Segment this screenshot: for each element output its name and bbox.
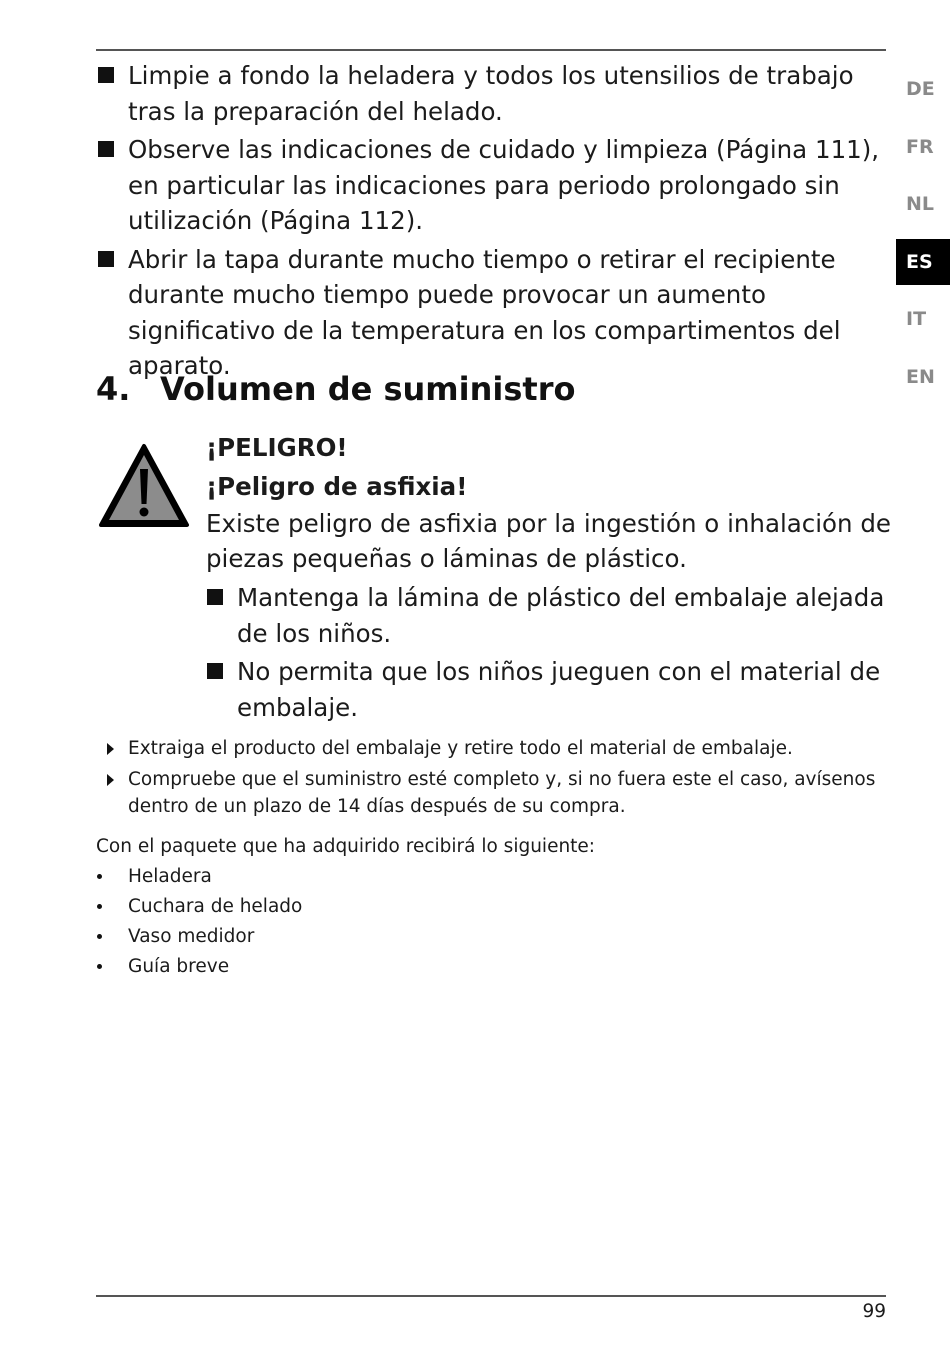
dot-bullet-icon <box>97 874 102 879</box>
list-item <box>96 863 302 890</box>
list-item-text: Compruebe que el suministro esté completo y, si no fuera este el caso, avísenos dentro de un plazo de 14 días después de su compra. <box>128 769 876 817</box>
top-divider <box>96 49 886 51</box>
list-item <box>96 766 886 820</box>
list-item-text: Limpie a fondo la heladera y todos los utensilios de trabajo tras la preparación del helado. <box>128 61 854 126</box>
page-number: 99 <box>862 1301 886 1322</box>
list-item <box>96 953 302 980</box>
list-item <box>96 923 302 950</box>
list-item <box>96 58 886 129</box>
warning-signal-word: ¡PELIGRO! <box>206 433 348 462</box>
list-item-text: Observe las indicaciones de cuidado y limpieza (Página 111), en particular las indicaciones para periodo prolongado sin utilización (Página 112). <box>128 135 880 235</box>
lang-tab-fr[interactable]: FR <box>906 135 934 158</box>
list-item-text: Vaso medidor <box>128 926 255 947</box>
lang-tab-it[interactable]: IT <box>906 308 927 330</box>
list-item <box>96 735 886 762</box>
instruction-steps <box>96 735 886 824</box>
language-tabs <box>896 66 950 411</box>
square-bullet-icon <box>207 663 223 679</box>
list-item <box>206 654 896 725</box>
dot-bullet-icon <box>97 904 102 909</box>
cleaning-notes-list <box>96 58 886 387</box>
list-item-text: No permita que los niños jueguen con el material de embalaje. <box>237 657 881 722</box>
section-heading <box>96 366 575 412</box>
section-number: 4. <box>96 370 131 408</box>
warning-hazard: ¡Peligro de asfixia! <box>206 472 468 501</box>
square-bullet-icon <box>98 251 114 267</box>
contents-intro: Con el paquete que ha adquirido recibirá lo siguiente: <box>96 836 596 857</box>
dot-bullet-icon <box>97 964 102 969</box>
square-bullet-icon <box>98 67 114 83</box>
list-item <box>96 132 886 239</box>
warning-triangle-icon <box>98 443 190 529</box>
bottom-divider <box>96 1295 886 1297</box>
square-bullet-icon <box>98 141 114 157</box>
list-item <box>96 242 886 384</box>
list-item-text: Mantenga la lámina de plástico del embalaje alejada de los niños. <box>237 583 885 648</box>
lang-tab-es[interactable]: ES <box>896 239 950 285</box>
list-item-text: Abrir la tapa durante mucho tiempo o retirar el recipiente durante mucho tiempo puede provocar un aumento significativo de la temperatura en los compartimentos del aparato. <box>128 244 841 380</box>
list-item-text: Extraiga el producto del embalaje y retire todo el material de embalaje. <box>128 738 793 759</box>
triangle-bullet-icon <box>107 743 114 755</box>
list-item-text: Guía breve <box>128 956 230 977</box>
section-title: Volumen de suministro <box>160 370 576 408</box>
lang-tab-nl[interactable]: NL <box>906 193 935 215</box>
warning-description: Existe peligro de asfixia por la ingestión o inhalación de piezas pequeñas o láminas de plástico. <box>206 509 891 573</box>
warning-block <box>206 428 896 728</box>
list-item-text: Heladera <box>128 866 212 887</box>
dot-bullet-icon <box>97 934 102 939</box>
list-item <box>206 580 896 651</box>
square-bullet-icon <box>207 589 223 605</box>
list-item <box>96 893 302 920</box>
triangle-bullet-icon <box>107 774 114 786</box>
lang-tab-de[interactable]: DE <box>906 78 935 100</box>
list-item-text: Cuchara de helado <box>128 896 303 917</box>
warning-measures-list <box>206 580 896 725</box>
package-contents-list <box>96 863 302 983</box>
lang-tab-en[interactable]: EN <box>906 365 935 388</box>
